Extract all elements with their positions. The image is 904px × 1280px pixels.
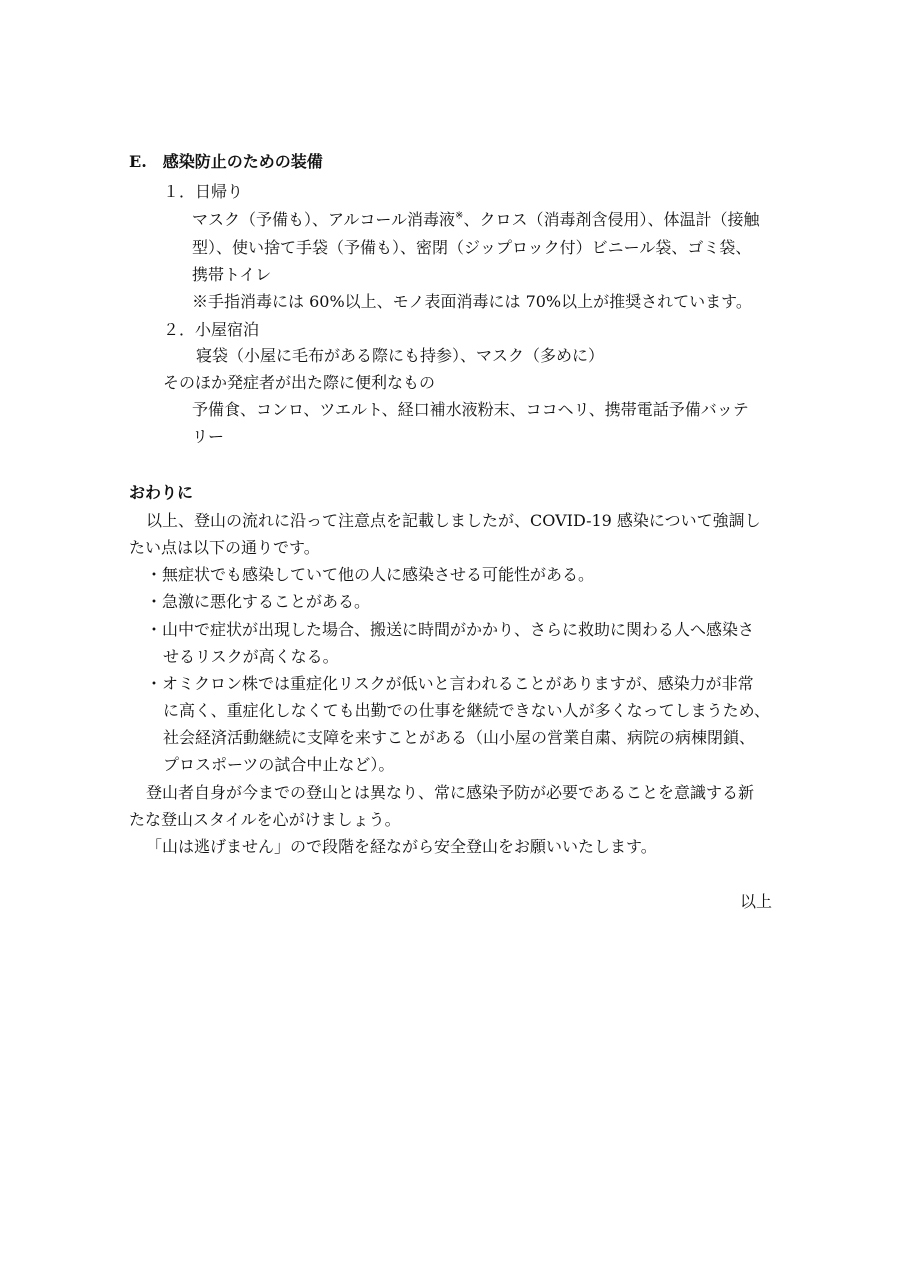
item1-line2: 型）、使い捨て手袋（予備も）、密閉（ジップロック付）ビニール袋、ゴミ袋、 <box>192 238 752 257</box>
footnote-mark: ※ <box>455 210 464 222</box>
closing-heading: おわりに <box>129 483 194 502</box>
closing-paragraph2-line1: 登山者自身が今までの登山とは異なり、常に感染予防が必要であることを意識する新 <box>146 783 755 802</box>
closing-intro-line2: たい点は以下の通りです。 <box>129 538 320 557</box>
bullet-1: ・無症状でも感染していて他の人に感染させる可能性がある。 <box>146 565 595 584</box>
bullet-3-line2: せるリスクが高くなる。 <box>163 647 339 666</box>
bullet-4-line3: 社会経済活動継続に支障を来すことがある（山小屋の営業自粛、病院の病棟閉鎖、 <box>163 728 756 747</box>
bullet-2: ・急激に悪化することがある。 <box>146 592 371 611</box>
bullet-4-line1: ・オミクロン株では重症化リスクが低いと言われることがありますが、感染力が非常 <box>146 674 754 693</box>
item1-line3: 携帯トイレ <box>192 265 272 284</box>
closing-paragraph2-line2: たな登山スタイルを心がけましょう。 <box>129 810 401 829</box>
other-line2: リー <box>192 427 225 446</box>
item1-line1 <box>192 210 759 230</box>
bullet-3-line1: ・山中で症状が出現した場合、搬送に時間がかかり、さらに救助に関わる人へ感染さ <box>146 620 755 639</box>
item1-label: １．日帰り <box>163 182 244 201</box>
item1-line1-text-a: マスク（予備も）、アルコール消毒液 <box>192 210 456 229</box>
item2-line1: 寝袋（小屋に毛布がある際にも持参）、マスク（多めに） <box>196 346 605 365</box>
bullet-4-line4: プロスポーツの試合中止など）。 <box>163 755 395 774</box>
item1-line1-text-b: 、クロス（消毒剤含侵用）、体温計（接触 <box>463 210 760 229</box>
bullet-4-line2: に高く、重症化しなくても出勤での仕事を継続できない人が多くなってしまうため、 <box>163 701 771 720</box>
closing-end-mark: 以上 <box>740 892 773 911</box>
closing-intro-line1: 以上、登山の流れに沿って注意点を記載しましたが、COVID-19 感染について強調し <box>146 511 761 530</box>
item2-label: ２．小屋宿泊 <box>163 320 260 339</box>
other-line1: 予備食、コンロ、ツエルト、経口補水液粉末、ココヘリ、携帯電話予備バッテ <box>192 400 749 419</box>
item1-note: ※手指消毒には 60%以上、モノ表面消毒には 70%以上が推奨されています。 <box>192 292 752 311</box>
closing-paragraph3: 「山は逃げません」ので段階を経ながら安全登山をお願いいたします。 <box>146 837 657 856</box>
section-e-heading: E. 感染防止のための装備 <box>129 152 323 171</box>
other-label: そのほか発症者が出た際に便利なもの <box>163 373 436 392</box>
